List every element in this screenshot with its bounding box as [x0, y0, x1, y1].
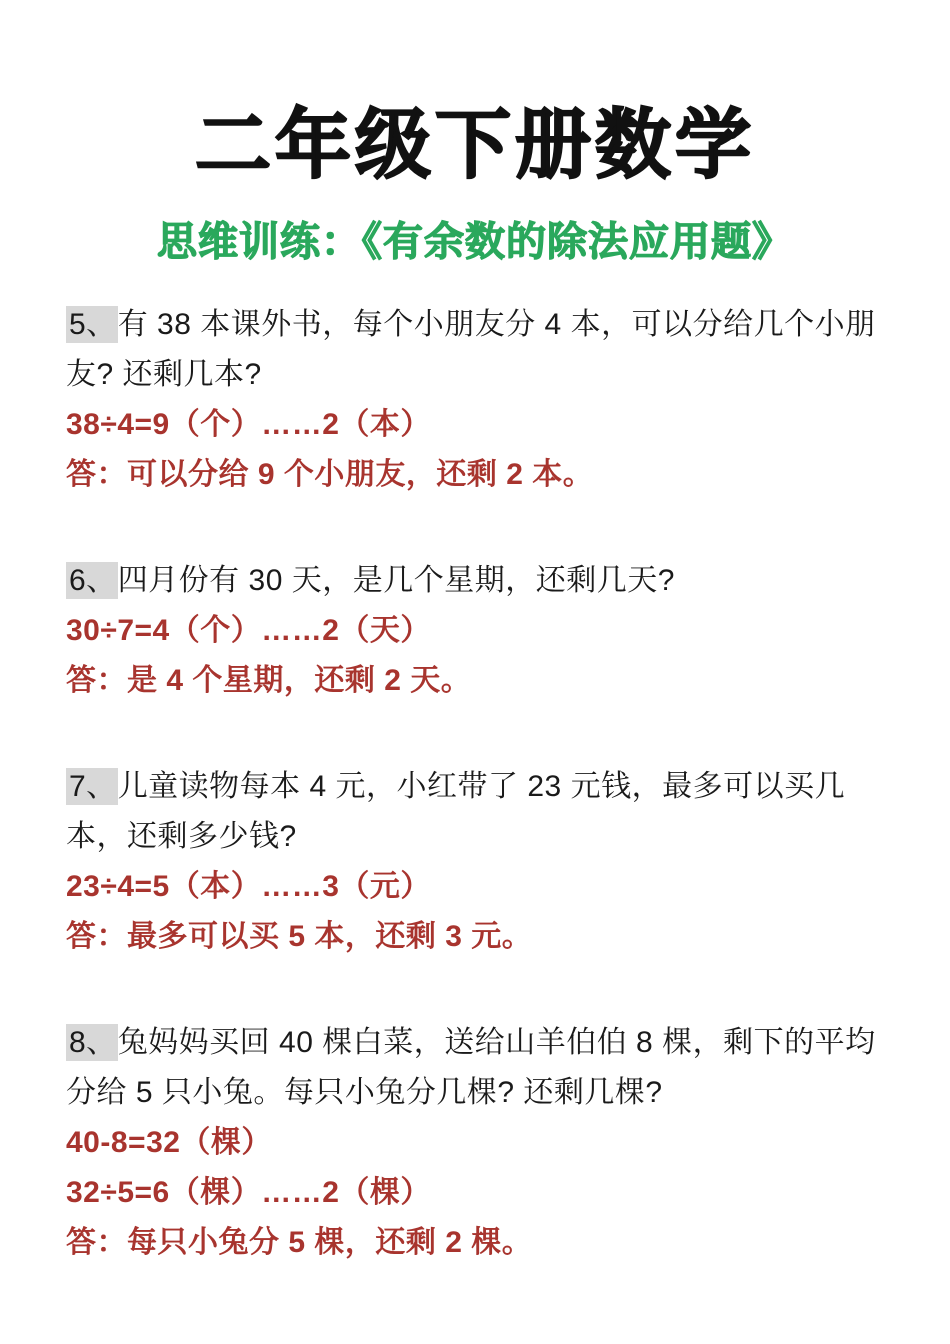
problem-5: [66, 300, 888, 500]
problem-list: [0, 300, 950, 1268]
problem-question: [66, 300, 888, 400]
solution-equation: 40-8=32（棵）: [66, 1126, 272, 1159]
problem-number-badge: 7、: [66, 768, 118, 805]
problem-question: [66, 1018, 888, 1118]
solution-equation: 23÷4=5（本）……3（元）: [66, 870, 431, 903]
solution-answer: 答：每只小兔分 5 棵，还剩 2 棵。: [66, 1226, 533, 1259]
solution-answer: 答：可以分给 9 个小朋友，还剩 2 本。: [66, 458, 594, 491]
problem-number-badge: 6、: [66, 562, 118, 599]
problem-question-text: 兔妈妈买回 40 棵白菜，送给山羊伯伯 8 棵，剩下的平均分给 5 只小兔。每只小兔分几棵? 还剩几棵?: [66, 1026, 876, 1109]
solution-answer: 答：是 4 个星期，还剩 2 天。: [66, 664, 472, 697]
problem-question: [66, 762, 888, 862]
page-title: 二年级下册数学: [195, 103, 755, 188]
solution-equation: 38÷4=9（个）……2（本）: [66, 408, 431, 441]
solution-answer: 答：最多可以买 5 本，还剩 3 元。: [66, 920, 533, 953]
problem-number-badge: 5、: [66, 306, 118, 343]
page-subtitle: 思维训练：《有余数的除法应用题》: [157, 220, 793, 264]
problem-8: [66, 1018, 888, 1268]
solution-equation: 32÷5=6（棵）……2（棵）: [66, 1176, 431, 1209]
problem-number-badge: 8、: [66, 1024, 118, 1061]
problem-question-text: 四月份有 30 天，是几个星期，还剩几天?: [117, 564, 675, 597]
problem-question-text: 儿童读物每本 4 元，小红带了 23 元钱，最多可以买几本，还剩多少钱?: [66, 770, 846, 853]
problem-question: [66, 556, 888, 606]
problem-question-text: 有 38 本课外书，每个小朋友分 4 本，可以分给几个小朋友? 还剩几本?: [66, 308, 876, 391]
problem-7: [66, 762, 888, 962]
problem-6: [66, 556, 888, 706]
solution-equation: 30÷7=4（个）……2（天）: [66, 614, 431, 647]
